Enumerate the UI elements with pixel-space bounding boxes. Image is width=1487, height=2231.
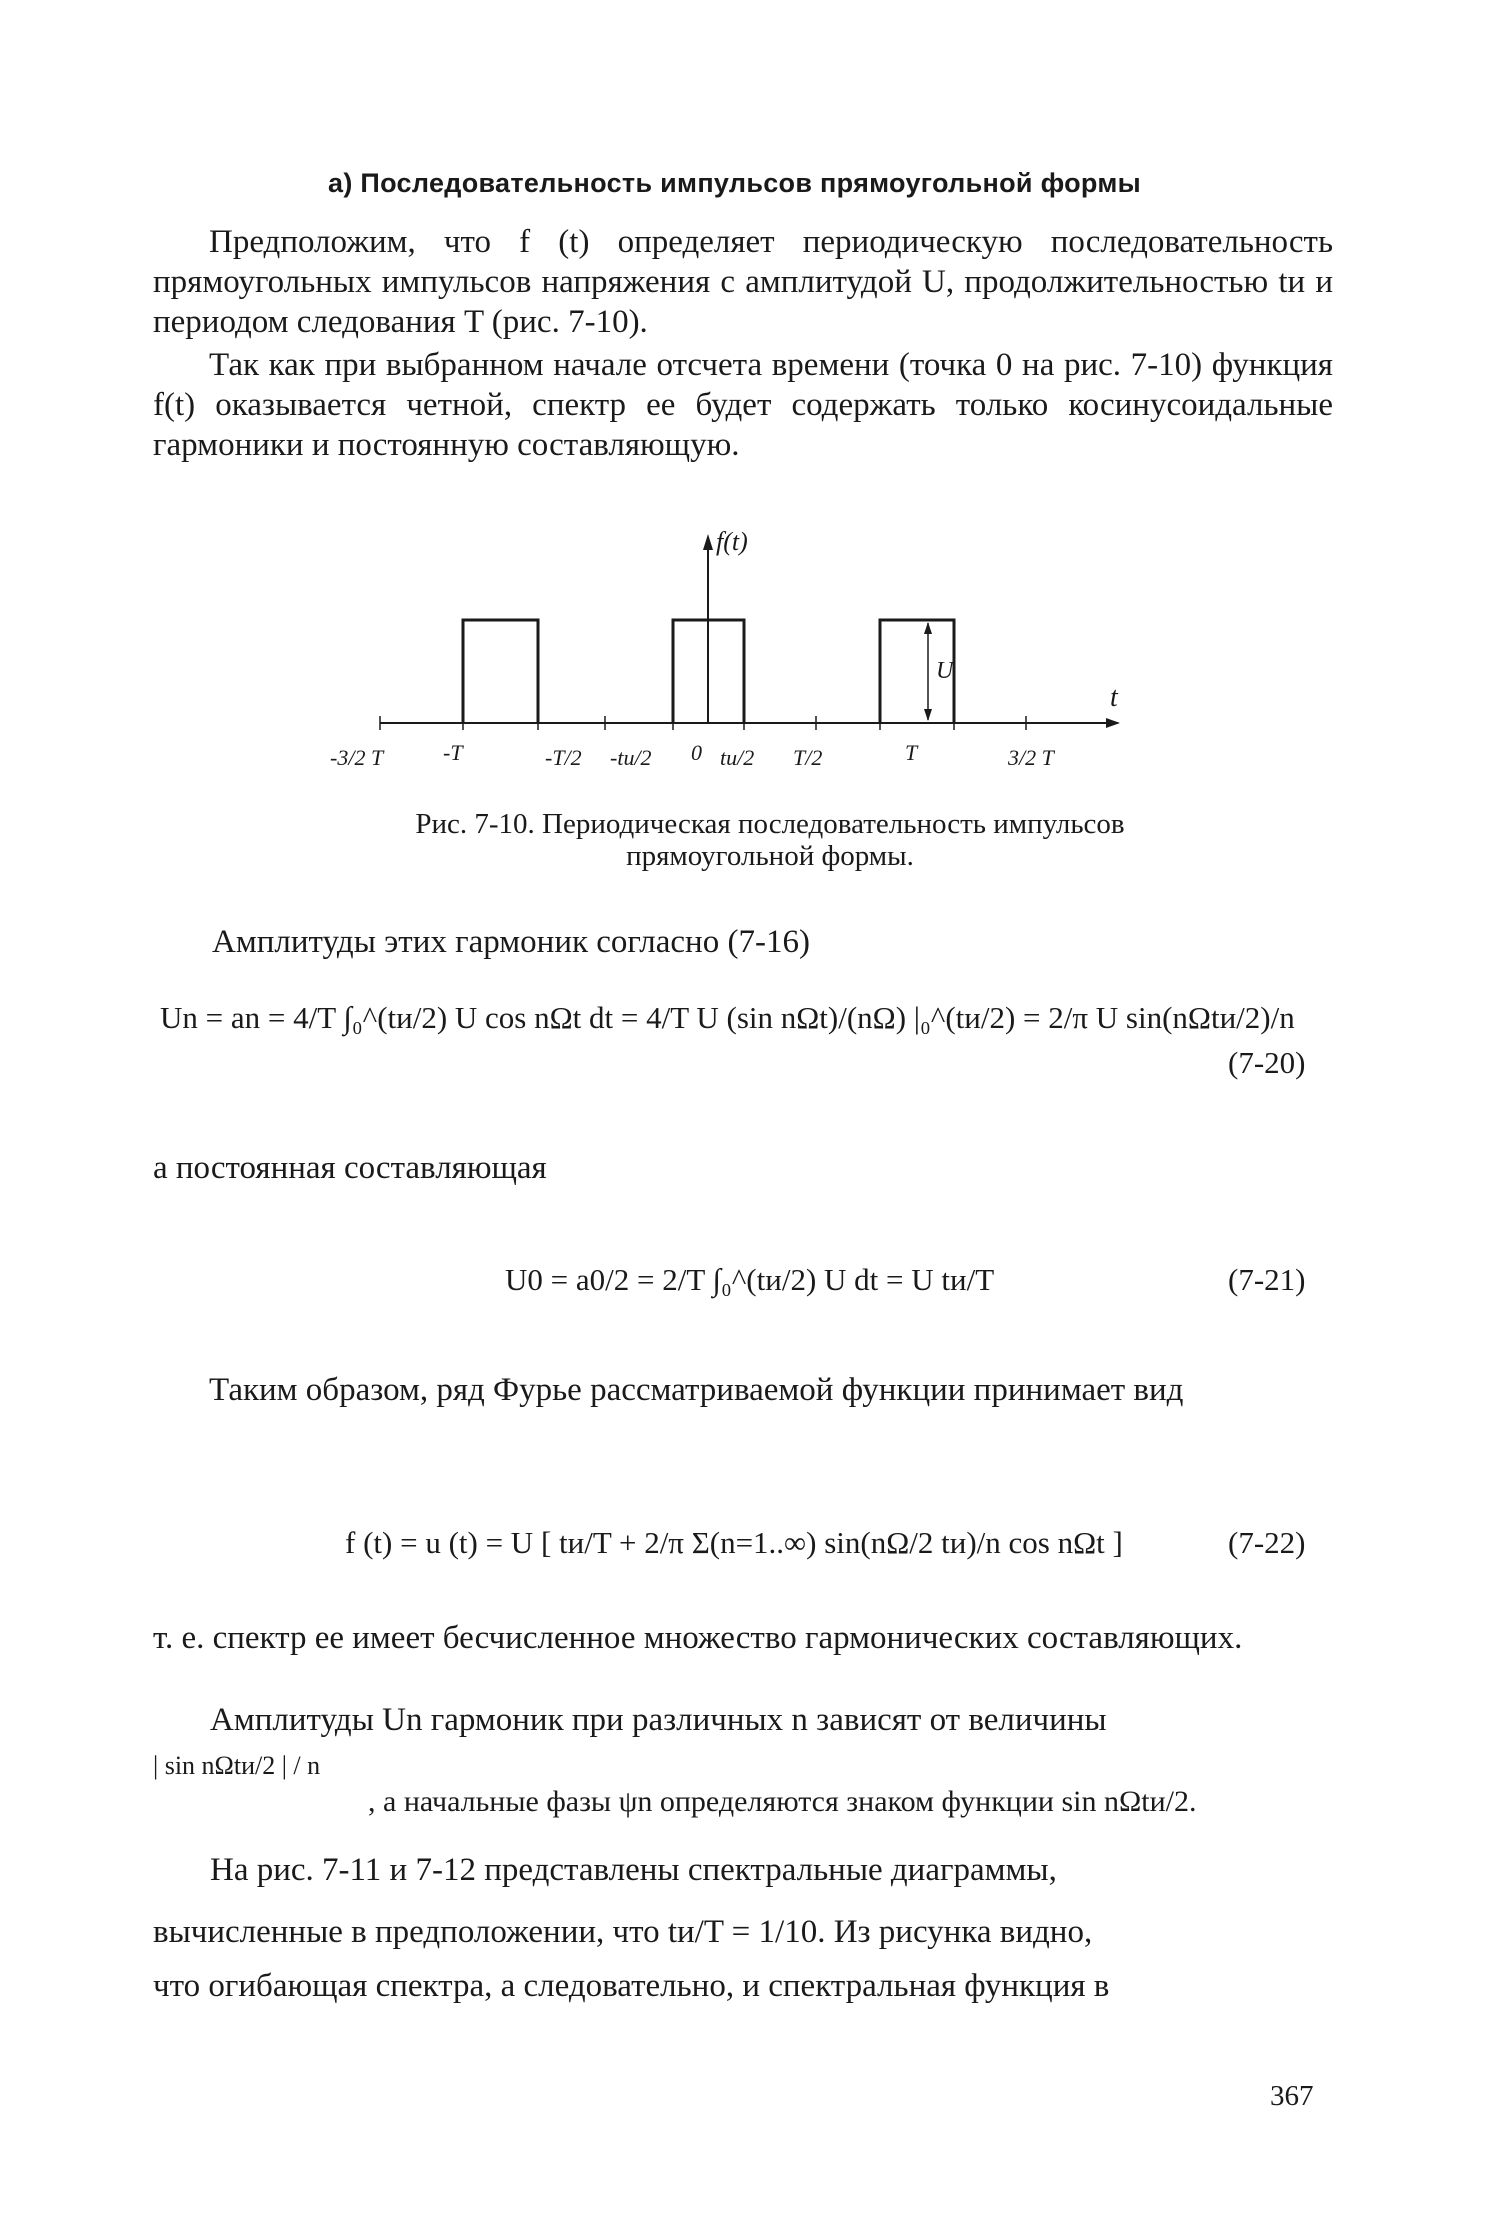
equation-text: Un = an = 4/T ∫₀^(tи/2) U cos nΩt dt = 4/T U (sin nΩt)/(nΩ) |₀^(tи/2) = 2/π U sin(nΩtи/2)/n <box>160 1000 1295 1035</box>
equation-number: (7-20) <box>1228 1045 1306 1080</box>
paragraph-5-start: Амплитуды Un гармоник при различных n зависят от величины <box>210 1702 1107 1738</box>
equation-7-21 <box>505 1262 994 1298</box>
text-constant: а постоянная составляющая <box>153 1150 547 1186</box>
tick-label: T <box>905 740 918 765</box>
tick-label: 0 <box>691 740 702 765</box>
tick-label: -3/2 T <box>330 745 384 770</box>
tick-label: -T/2 <box>545 745 582 770</box>
paragraph-6-line-1: На рис. 7-11 и 7-12 представлены спектральные диаграммы, <box>210 1852 1057 1888</box>
tick-label: tu/2 <box>720 745 755 770</box>
figure-caption: Рис. 7-10. Периодическая последовательность импульсов прямоугольной формы. <box>415 808 1125 872</box>
section-heading: а) Последовательность импульсов прямоугольной формы <box>328 168 1141 198</box>
equation-text: f (t) = u (t) = U [ tи/T + 2/π Σ(n=1..∞) sin(nΩ/2 tи)/n cos nΩt ] <box>345 1525 1123 1560</box>
equation-text: U0 = a0/2 = 2/T ∫₀^(tи/2) U dt = U tи/T <box>505 1262 995 1297</box>
paragraph-3: Таким образом, ряд Фурье рассматриваемой функции принимает вид <box>209 1372 1184 1408</box>
tick-label: -tu/2 <box>610 745 652 770</box>
x-axis-label: t <box>1110 682 1118 713</box>
paragraph-1: Предположим, что f (t) определяет периодическую последовательность прямоугольных импульсов напряжения с амплитудой U, продолжительностью tи и периодом следования T (рис. 7-10). <box>153 224 1333 340</box>
equation-number: (7-21) <box>1228 1262 1306 1297</box>
equation-number: (7-22) <box>1228 1525 1306 1560</box>
pulse-train-figure <box>330 520 1140 810</box>
abs-sin-expression: | sin nΩtи/2 | / n <box>153 1751 321 1780</box>
paragraph-2: Так как при выбранном начале отсчета времени (точка 0 на рис. 7-10) функция f(t) оказывается четной, спектр ее будет содержать только косинусоидальные гармоники и постоянную составляющую. <box>153 347 1333 463</box>
equation-7-22 <box>345 1525 1123 1561</box>
paragraph-5-end: , а начальные фазы ψn определяются знаком функции sin nΩtи/2. <box>368 1785 1197 1818</box>
paragraph-6-line-3: что огибающая спектра, а следовательно, и спектральная функция в <box>153 1968 1110 2004</box>
tick-label: 3/2 T <box>1008 745 1054 770</box>
paragraph-4: т. е. спектр ее имеет бесчисленное множество гармонических составляющих. <box>153 1620 1243 1656</box>
equation-7-20 <box>160 1000 1295 1036</box>
page-number: 367 <box>1270 2080 1314 2112</box>
amplitude-label: U <box>936 658 954 684</box>
tick-label: -T <box>443 740 463 765</box>
text-amplitudes: Амплитуды этих гармоник согласно (7-16) <box>212 924 810 960</box>
paragraph-6-line-2: вычисленные в предположении, что tи/T = 1/10. Из рисунка видно, <box>153 1914 1093 1950</box>
y-axis-label: f(t) <box>716 527 748 556</box>
tick-label: T/2 <box>793 745 823 770</box>
